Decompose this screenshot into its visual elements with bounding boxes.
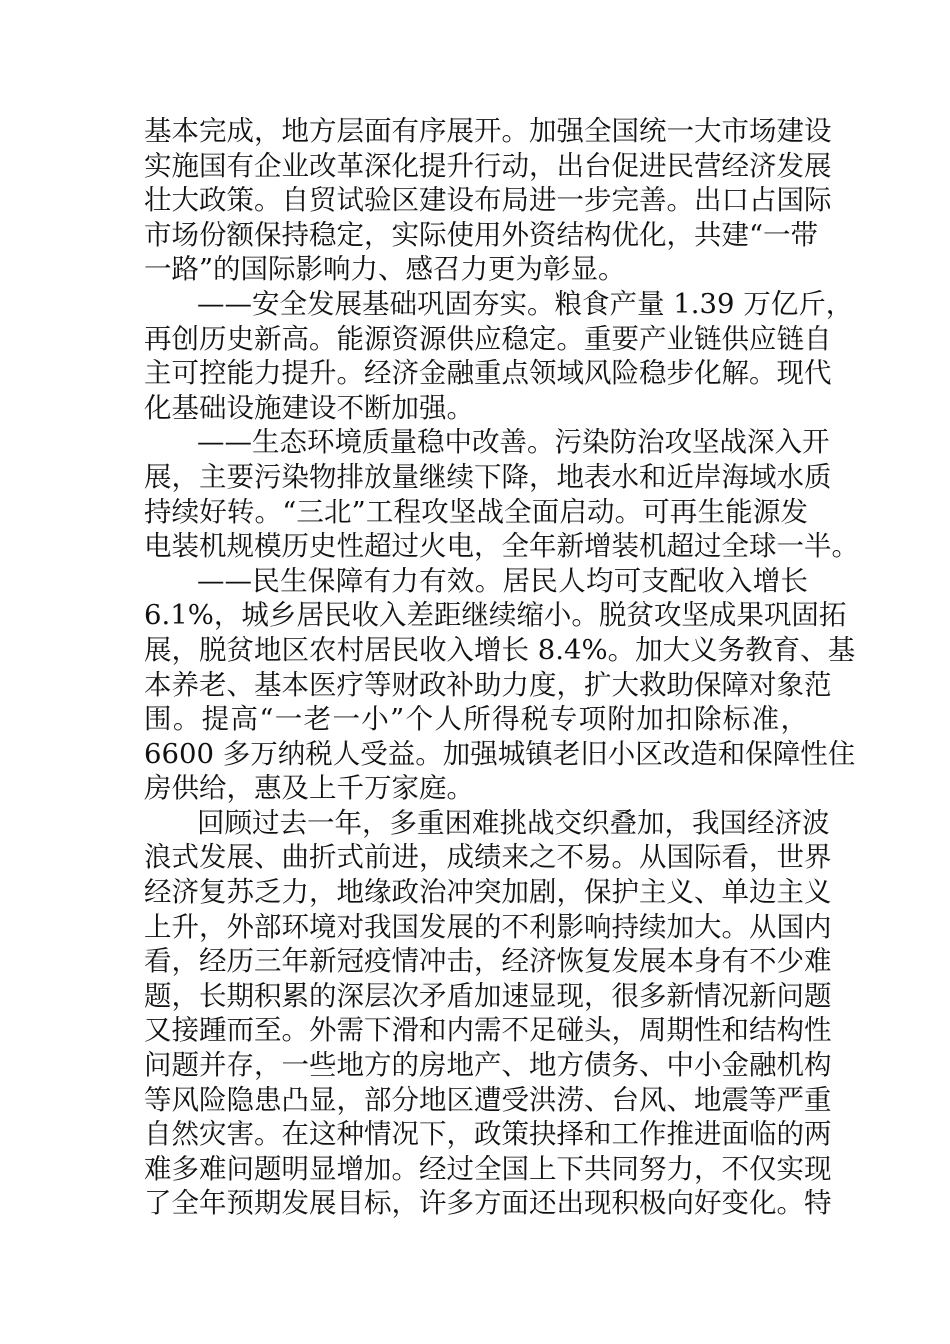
text-line: 又接踵而至。外需下滑和内需不足碰头，周期性和结构性 [144, 1014, 832, 1047]
text-line: 电装机规模历史性超过火电，全年新增装机超过全球一半。 [144, 530, 859, 563]
text-line: 等风险隐患凸显，部分地区遭受洪涝、台风、地震等严重 [144, 1083, 832, 1116]
text-line: 经济复苏乏力，地缘政治冲突加剧，保护主义、单边主义 [144, 876, 832, 909]
text-line: 壮大政策。自贸试验区建设布局进一步完善。出口占国际 [144, 184, 832, 217]
text-line: 市场份额保持稳定，实际使用外资结构优化，共建“一带 [144, 218, 819, 251]
text-line: 一路”的国际影响力、感召力更为彰显。 [144, 253, 626, 286]
text-line: 题，长期积累的深层次矛盾加速显现，很多新情况新问题 [144, 979, 832, 1012]
text-line: 了全年预期发展目标，许多方面还出现积极向好变化。特 [144, 1187, 832, 1220]
text-line: 展，主要污染物排放量继续下降，地表水和近岸海域水质 [144, 460, 832, 493]
text-line: 房供给，惠及上千万家庭。 [144, 772, 474, 805]
text-line: 持续好转。“三北”工程攻坚战全面启动。可再生能源发 [144, 495, 808, 528]
text-line: 上升，外部环境对我国发展的不利影响持续加大。从国内 [144, 910, 832, 943]
text-line: 再创历史新高。能源资源供应稳定。重要产业链供应链自 [144, 322, 832, 355]
text-line: 主可控能力提升。经济金融重点领域风险稳步化解。现代 [144, 357, 832, 390]
text-line: 基本完成，地方层面有序展开。加强全国统一大市场建设 [144, 115, 832, 147]
text-line: 本养老、基本医疗等财政补助力度，扩大救助保障对象范 [144, 668, 832, 701]
text-line: 展，脱贫地区农村居民收入增长 8.4%。加大义务教育、基 [144, 633, 856, 666]
text-line: 问题并存，一些地方的房地产、地方债务、中小金融机构 [144, 1049, 832, 1082]
text-line: ——民生保障有力有效。居民人均可支配收入增长 [197, 564, 808, 597]
text-line: ——生态环境质量稳中改善。污染防治攻坚战深入开 [197, 426, 830, 459]
text-line: 浪式发展、曲折式前进，成绩来之不易。从国际看，世界 [144, 841, 832, 874]
text-line: 实施国有企业改革深化提升行动，出台促进民营经济发展 [144, 149, 832, 182]
text-line: 回顾过去一年，多重困难挑战交织叠加，我国经济波 [197, 806, 830, 839]
text-line: 化基础设施建设不断加强。 [144, 391, 474, 424]
document-body [144, 114, 859, 1221]
text-line: ——安全发展基础巩固夯实。粮食产量 1.39 万亿斤， [197, 287, 854, 320]
text-line: 难多难问题明显增加。经过全国上下共同努力，不仅实现 [144, 1152, 832, 1185]
text-line: 围。提高“一老一小”个人所得税专项附加扣除标准， [144, 703, 808, 736]
text-line: 6600 多万纳税人受益。加强城镇老旧小区改造和保障性住 [144, 737, 856, 770]
text-line: 自然灾害。在这种情况下，政策抉择和工作推进面临的两 [144, 1118, 832, 1151]
text-line: 6.1%，城乡居民收入差距继续缩小。脱贫攻坚成果巩固拓 [144, 599, 847, 632]
text-line: 看，经历三年新冠疫情冲击，经济恢复发展本身有不少难 [144, 945, 832, 978]
